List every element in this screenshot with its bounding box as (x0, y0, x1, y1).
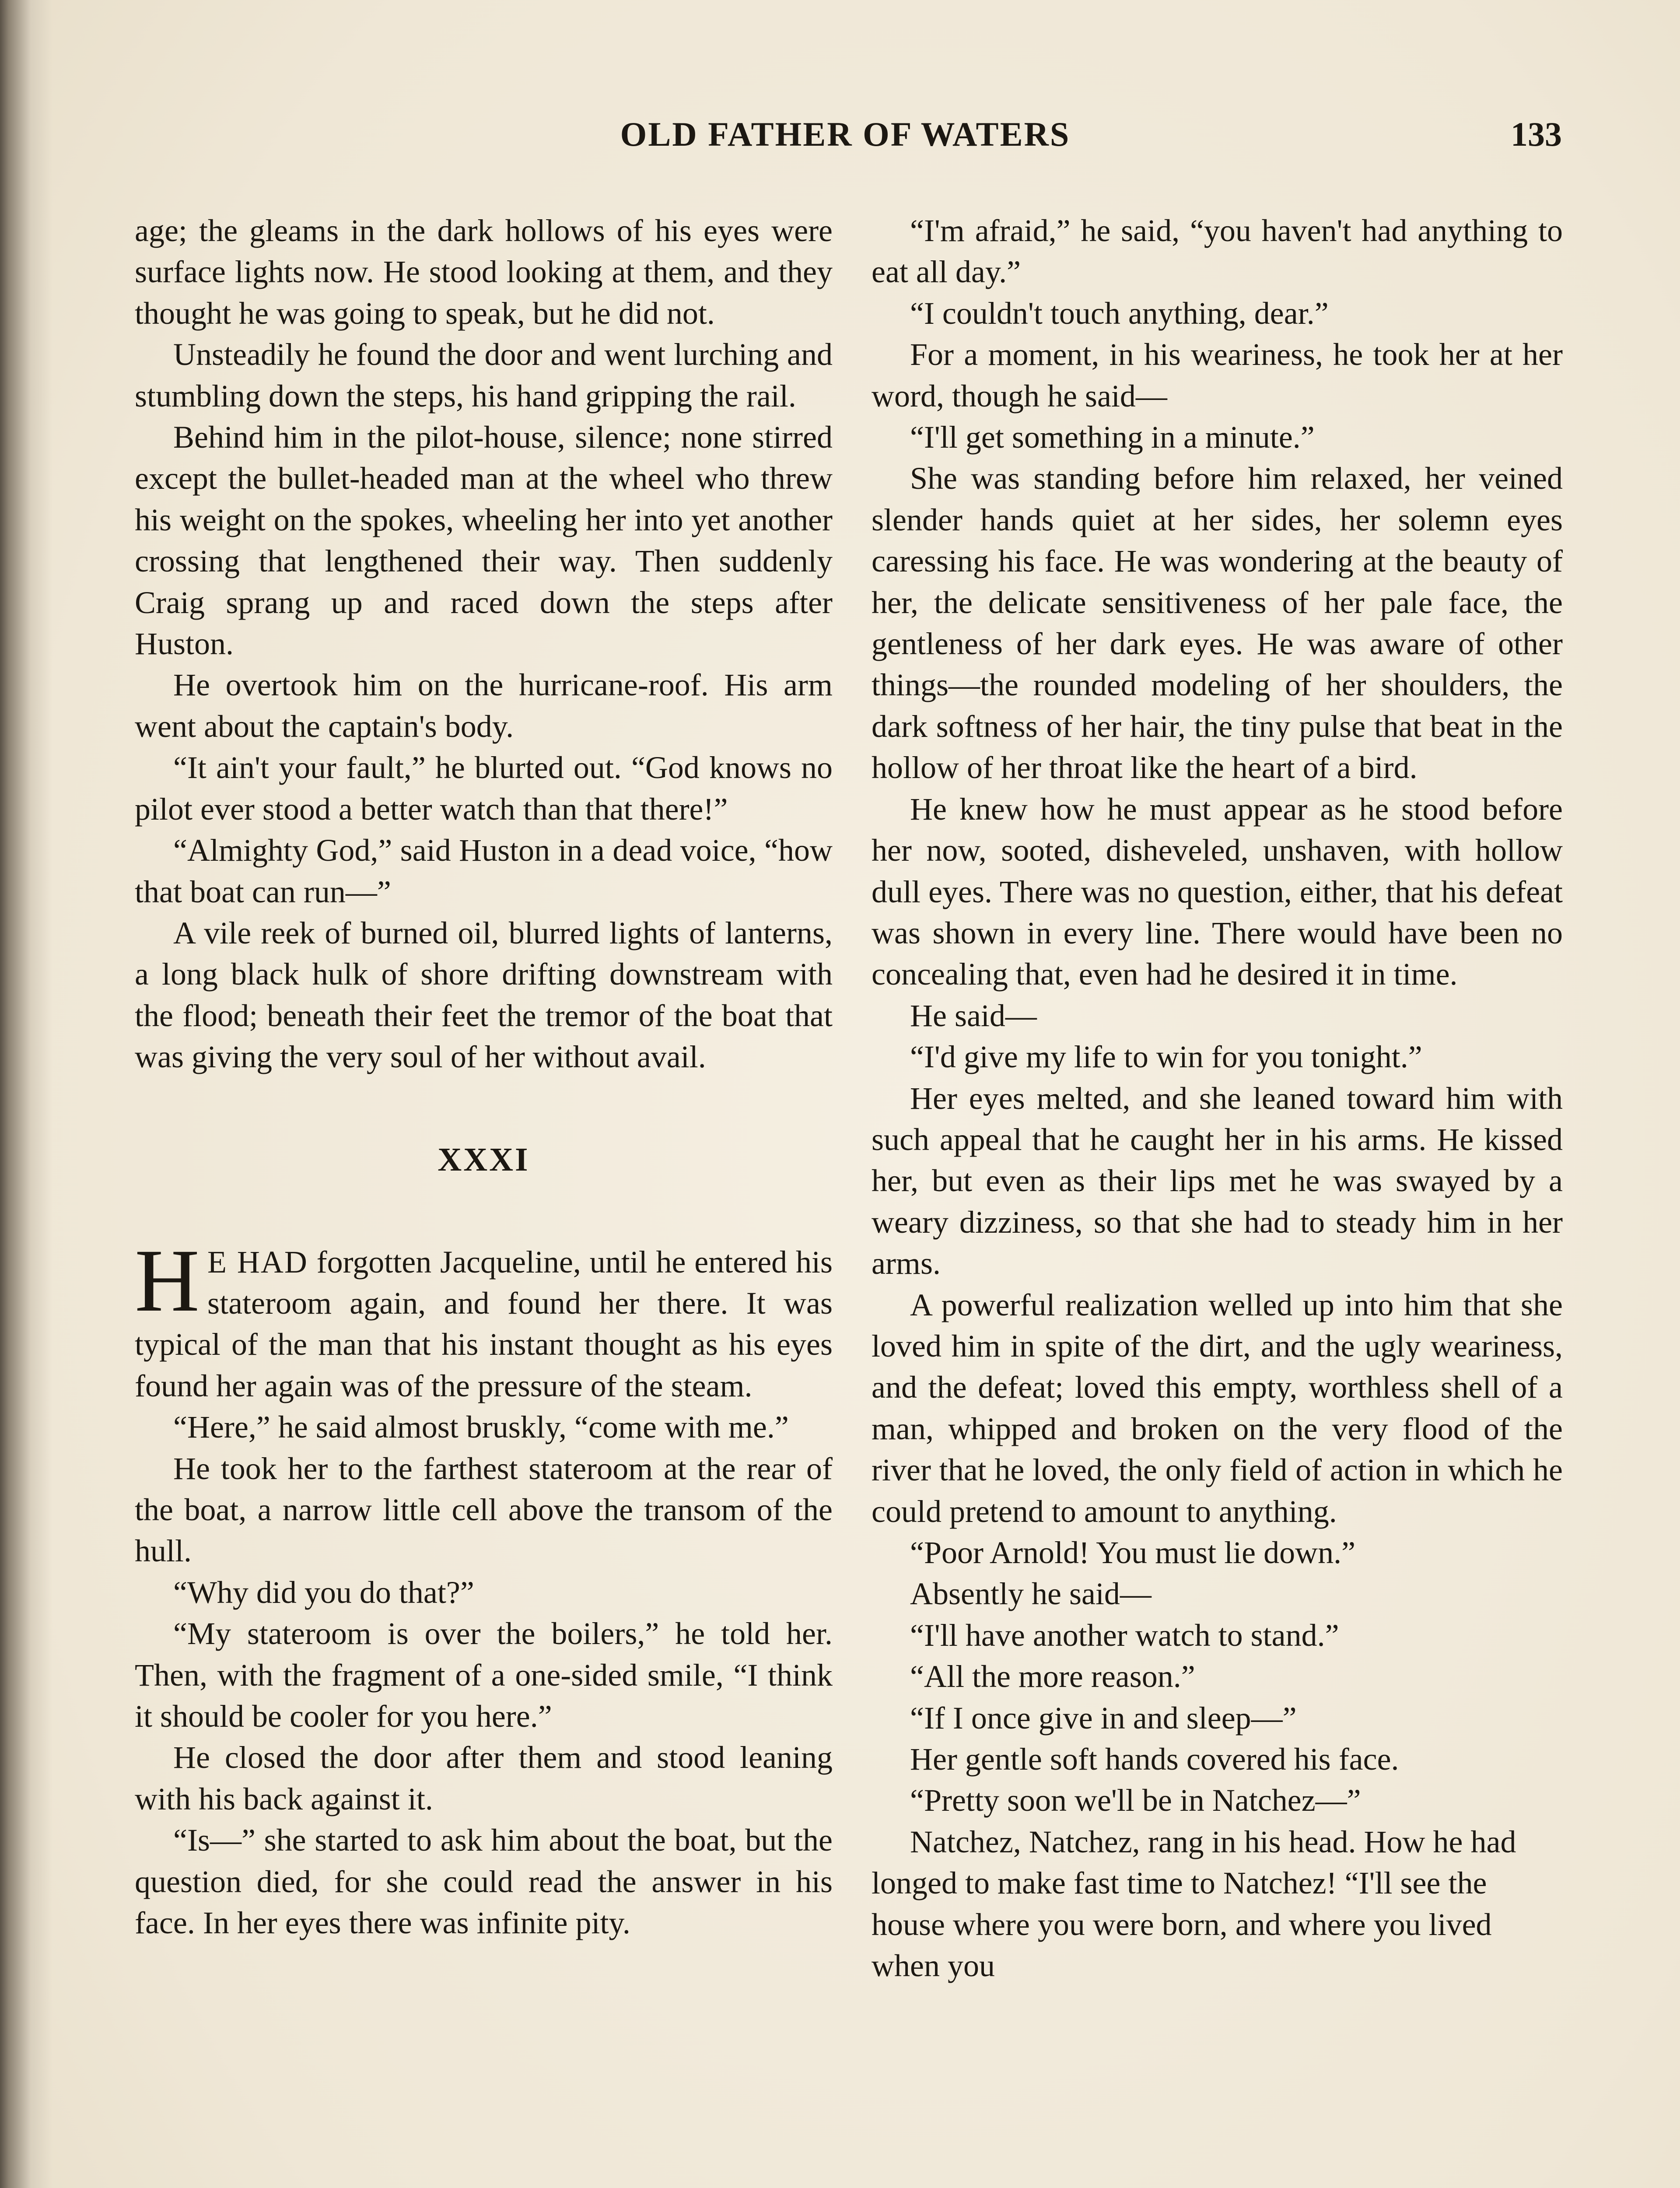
opening-text: forgotten Jacqueline, until he entered his stateroom again, and found her there. It was typical of the man that his instant thought as his eyes found her again was of the pressure of the steam. (135, 1244, 833, 1403)
paragraph: “I'll have another watch to stand.” (910, 1617, 1339, 1653)
paragraph: “My stateroom is over the boilers,” he told her. Then, with the fragment of a one-sided smile, “I think it should be cooler for you here.” (135, 1616, 833, 1734)
paragraph: Unsteadily he found the door and went lurching and stumbling down the steps, his hand gripping the rail. (135, 337, 833, 414)
paragraph: Her gentle soft hands covered his face. (910, 1742, 1399, 1777)
paragraph: “I couldn't touch anything, dear.” (910, 295, 1329, 331)
paragraph: “If I once give in and sleep—” (910, 1700, 1297, 1736)
paragraph: He overtook him on the hurricane-roof. His arm went about the captain's body. (135, 667, 833, 744)
drop-cap: H (135, 1231, 200, 1330)
paragraph: She was standing before him relaxed, her veined slender hands quiet at her sides, her solemn eyes caressing his face. He was wondering at the beauty of her, the delicate sensitiveness of her pale face, the gentleness of her dark eyes. He was aware of other things—the rounded modeling of her shoulders, the dark softness of her hair, the tiny pulse that beat in the hollow of her throat like the heart of a bird. (872, 461, 1563, 785)
paragraph: “Almighty God,” said Huston in a dead voice, “how that boat can run—” (135, 833, 833, 909)
paragraph: Her eyes melted, and she leaned toward him with such appeal that he caught her in his arms. He kissed her, but even as their lips met he was swayed by a weary dizziness, so that she had to steady him in her arms. (872, 1080, 1563, 1281)
page-number: 133 (1511, 115, 1562, 153)
paragraph: “Why did you do that?” (173, 1574, 474, 1610)
paragraph: Behind him in the pilot-house, silence; none stirred except the bullet-headed man at the wheel who threw his weight on the spokes, wheeling her into yet another crossing that lengthened their way. Then suddenly Craig sprang up and raced down the steps after Huston. (135, 420, 833, 662)
paragraph: “Here,” he said almost bruskly, “come with me.” (173, 1410, 789, 1445)
paragraph: “Pretty soon we'll be in Natchez—” (910, 1783, 1361, 1818)
chapter-opening-paragraph (135, 1231, 833, 1407)
paragraph: “I'd give my life to win for you tonight.” (910, 1039, 1422, 1075)
paragraph: He took her to the farthest stateroom at the rear of the boat, a narrow little cell above the transom of the hull. (135, 1451, 833, 1569)
paragraph: Absently he said— (910, 1576, 1152, 1612)
paragraph: He closed the door after them and stood leaning with his back against it. (135, 1740, 833, 1816)
paragraph: “It ain't your fault,” he blurted out. “God knows no pilot ever stood a better watch than that there!” (135, 750, 833, 827)
paragraph: “Poor Arnold! You must lie down.” (910, 1535, 1356, 1570)
paragraph: A powerful realization welled up into him that she loved him in spite of the dirt, and the ugly weariness, and the defeat; loved this empty, worthless shell of a man, whipped and broken on the very flood of the river that he loved, the only field of action in which he could pretend to amount to anything. (872, 1287, 1563, 1529)
paragraph: He knew how he must appear as he stood before her now, sooted, disheveled, unshaven, with hollow dull eyes. There was no question, either, that his defeat was shown in every line. There would have been no concealing that, even had he desired it in time. (872, 791, 1563, 992)
paragraph: “I'm afraid,” he said, “you haven't had anything to eat all day.” (872, 213, 1563, 290)
paragraph: age; the gleams in the dark hollows of his eyes were surface lights now. He stood looking at them, and they thought he was going to speak, but he did not. (135, 213, 833, 331)
paragraph: He said— (910, 998, 1037, 1033)
paragraph: “Is—” she started to ask him about the boat, but the question died, for she could read the answer in his face. In her eyes there was infinite pity. (135, 1823, 833, 1941)
spine-shadow (0, 0, 52, 2188)
paragraph: For a moment, in his weariness, he took her at her word, though he said— (872, 337, 1563, 414)
paragraph: A vile reek of burned oil, blurred lights of lanterns, a long black hulk of shore drifting downstream with the flood; beneath their feet the tremor of the boat that was giving the very soul of her without avail. (135, 915, 833, 1075)
right-column (872, 210, 1563, 1986)
chapter-heading: XXXI (438, 1141, 530, 1178)
paragraph: Natchez, Natchez, rang in his head. How he had longed to make fast time to Natchez! “I'll see the house where you were born, and where you lived when you (872, 1824, 1516, 1984)
left-column (135, 210, 833, 1943)
running-head: OLD FATHER OF WATERS (620, 115, 1071, 153)
opening-smallcaps: E HAD (207, 1244, 308, 1280)
paragraph: “I'll get something in a minute.” (910, 420, 1315, 455)
paragraph: “All the more reason.” (910, 1659, 1195, 1694)
